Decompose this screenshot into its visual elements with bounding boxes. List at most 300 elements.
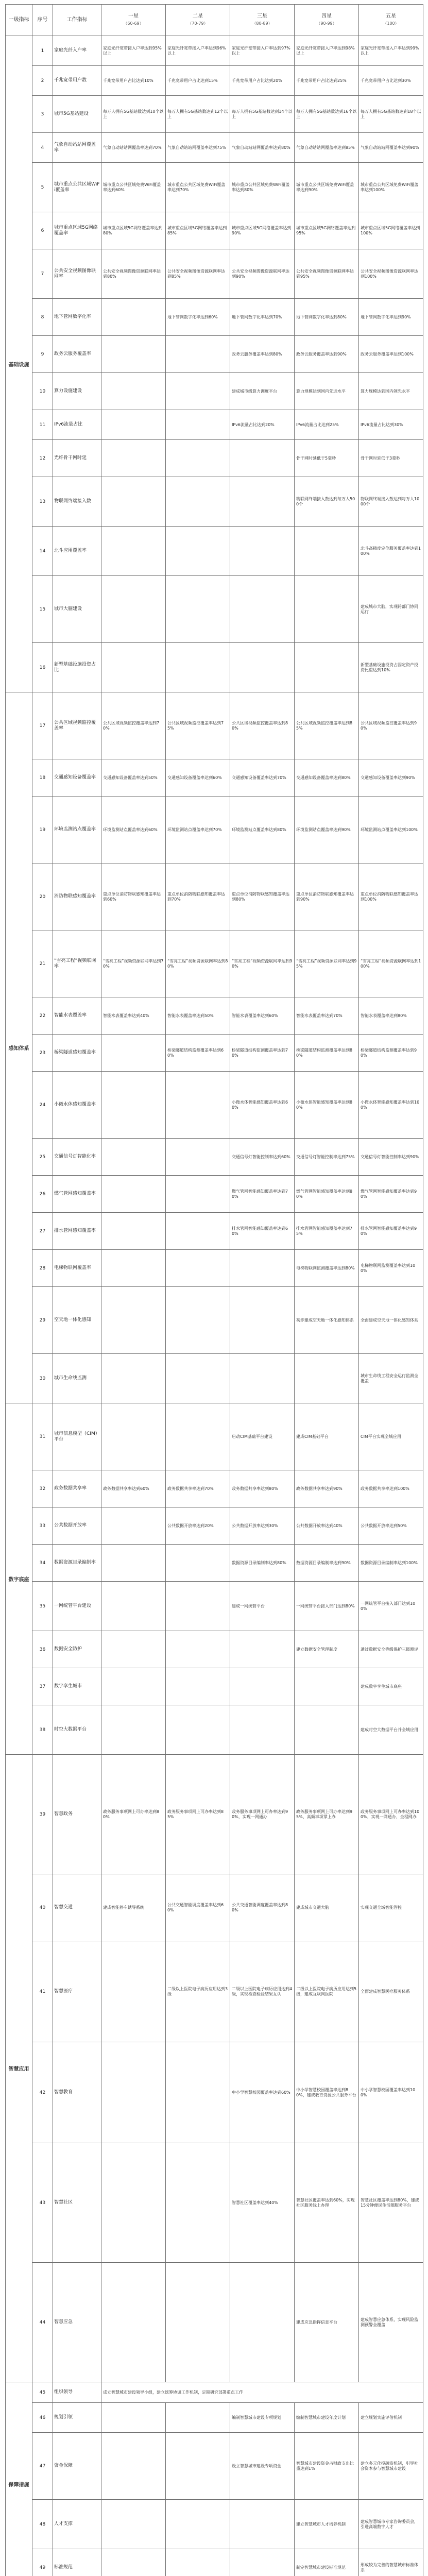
level-cell xyxy=(101,1941,166,2042)
level-cell: 气象自动站站网覆盖率达到90% xyxy=(359,133,423,163)
item-name-cell: 智慧政务 xyxy=(53,1755,101,1874)
level-cell: 每万人拥有5G基站数达到18个以上 xyxy=(359,96,423,133)
item-name-cell: 政务数据共享率 xyxy=(53,1470,101,1507)
seq-cell: 4 xyxy=(32,133,53,163)
item-name-cell: 地下管网数字化率 xyxy=(53,299,101,336)
item-name-cell: 桥梁隧道感知覆盖率 xyxy=(53,1035,101,1072)
level-cell: 公共区域视频监控覆盖率达到85% xyxy=(295,692,359,759)
level-cell: 桥梁隧道结构监测覆盖率达到60% xyxy=(166,1035,230,1072)
level-cell xyxy=(166,1668,230,1705)
seq-cell: 2 xyxy=(32,66,53,96)
level-cell xyxy=(230,576,295,643)
item-name-cell: 数据资源目录编制率 xyxy=(53,1545,101,1582)
level-cell: 公共安全视频图像资源联网率达到85% xyxy=(166,249,230,299)
level-cell: 千兆宽带用户占比达到25% xyxy=(295,66,359,96)
level-cell: 桥梁隧道结构监测覆盖率达到90% xyxy=(359,1035,423,1072)
level-name: 二星 xyxy=(193,13,203,19)
level-cell xyxy=(166,1545,230,1582)
level-cell xyxy=(101,336,166,373)
level-cell: “雪亮工程”视频资源联网率达到100% xyxy=(359,930,423,997)
level-cell xyxy=(101,643,166,692)
level-cell: 骨干网时延低于3毫秒 xyxy=(359,440,423,477)
level-cell xyxy=(101,1250,166,1287)
seq-cell: 47 xyxy=(32,2433,53,2500)
level-cell: 公共区域视频监控覆盖率达到70% xyxy=(101,692,166,759)
seq-cell: 20 xyxy=(32,863,53,930)
level-cell: 每万人拥有5G基站数达到14个以上 xyxy=(230,96,295,133)
level-cell: 家庭光纤宽带接入户率达到96%以上 xyxy=(166,36,230,66)
seq-cell: 3 xyxy=(32,96,53,133)
seq-cell: 12 xyxy=(32,440,53,477)
level-cell: 环境监测站点覆盖率达到80% xyxy=(230,796,295,863)
level-score: （70-79） xyxy=(187,21,208,26)
table-row xyxy=(6,1582,423,1631)
level-cell: 家庭光纤宽带接入户率达到95%以上 xyxy=(101,36,166,66)
level-cell xyxy=(101,1668,166,1705)
level-cell: 公共数据开放率达到50% xyxy=(359,1507,423,1545)
item-name-cell: “雪亮工程”视频联网率 xyxy=(53,930,101,997)
seq-cell: 21 xyxy=(32,930,53,997)
level-cell: 环境监测站点覆盖率达到100% xyxy=(359,796,423,863)
table-row xyxy=(6,2042,423,2143)
seq-cell: 7 xyxy=(32,249,53,299)
item-name-cell: IPv6流量占比 xyxy=(53,410,101,440)
level-cell xyxy=(101,410,166,440)
level-cell: 环境监测站点覆盖率达到90% xyxy=(295,796,359,863)
level-cell: 城市重点区域5G网络覆盖率达到100% xyxy=(359,212,423,249)
level-cell: 公共数据开放率达到40% xyxy=(295,1507,359,1545)
level-cell xyxy=(230,440,295,477)
item-name-cell: 时空大数据平台 xyxy=(53,1705,101,1755)
level-cell: 小微水体智能感知覆盖率达到80% xyxy=(295,1072,359,1139)
level-cell: 全面建成智慧医疗服务体系 xyxy=(359,1941,423,2042)
level-cell xyxy=(101,373,166,410)
table-row xyxy=(6,2433,423,2500)
item-name-cell: 智慧社区 xyxy=(53,2143,101,2263)
level-cell: 交通感知设备覆盖率达到90% xyxy=(359,759,423,796)
item-name-cell: 小微水体感知覆盖率 xyxy=(53,1072,101,1139)
seq-cell: 31 xyxy=(32,1403,53,1470)
level-cell: 气象自动站站网覆盖率达到85% xyxy=(295,133,359,163)
table-row xyxy=(6,1250,423,1287)
seq-cell: 37 xyxy=(32,1668,53,1705)
table-row xyxy=(6,1354,423,1403)
item-name-cell: 标准规范 xyxy=(53,2549,101,2576)
level-cell: 政务服务事项网上可办率达到80% xyxy=(101,1755,166,1874)
level-cell xyxy=(230,1287,295,1354)
table-row xyxy=(6,373,423,410)
level-cell: 桥梁隧道结构监测覆盖率达到70% xyxy=(230,1035,295,1072)
level-cell xyxy=(101,1287,166,1354)
level-cell: 通过数据安全等级保护三级测评 xyxy=(359,1631,423,1668)
item-name-cell: 交通感知设备覆盖率 xyxy=(53,759,101,796)
level-cell: 建立智慧城市人才培养机制 xyxy=(295,2500,359,2549)
level-cell: 智能水表覆盖率达到80% xyxy=(359,997,423,1035)
table-row xyxy=(6,36,423,66)
level-cell: 数据资源目录编制率达到80% xyxy=(230,1545,295,1582)
level-cell xyxy=(166,1139,230,1176)
item-name-cell: 规划引领 xyxy=(53,2403,101,2433)
level-cell: 城市重点区域5G网络覆盖率达到90% xyxy=(230,212,295,249)
table-row xyxy=(6,796,423,863)
level-cell xyxy=(101,527,166,576)
seq-cell: 44 xyxy=(32,2263,53,2382)
table-row xyxy=(6,2263,423,2382)
table-row xyxy=(6,1631,423,1668)
level-cell xyxy=(230,1705,295,1755)
seq-cell: 11 xyxy=(32,410,53,440)
level-cell: 每万人拥有5G基站数达到12个以上 xyxy=(166,96,230,133)
item-name-cell: 光纤骨干网时延 xyxy=(53,440,101,477)
table-row xyxy=(6,96,423,133)
seq-cell: 43 xyxy=(32,2143,53,2263)
item-name-cell: 组织领导 xyxy=(53,2382,101,2403)
level-cell: 千兆宽带用户占比达到30% xyxy=(359,66,423,96)
level-cell: 电梯物联网监测覆盖率达到100% xyxy=(359,1250,423,1287)
item-name-cell: 物联网终端接入数 xyxy=(53,477,101,527)
level-cell: 公共数据开放率达到20% xyxy=(166,1507,230,1545)
seq-cell: 46 xyxy=(32,2403,53,2433)
table-row xyxy=(6,2382,423,2403)
seq-cell: 19 xyxy=(32,796,53,863)
level-cell xyxy=(166,336,230,373)
level-cell: 公共安全视频图像资源联网率达到90% xyxy=(230,249,295,299)
level-cell xyxy=(295,1354,359,1403)
seq-cell: 18 xyxy=(32,759,53,796)
level-cell: 政务数据共享率达到60% xyxy=(101,1470,166,1507)
level-cell xyxy=(166,2403,230,2433)
table-row xyxy=(6,163,423,212)
level-cell xyxy=(101,2263,166,2382)
level-cell: 建成CIM基础平台 xyxy=(295,1403,359,1470)
level-cell: 政务云服务覆盖率达到100% xyxy=(359,336,423,373)
item-name-cell: 智慧教育 xyxy=(53,2042,101,2143)
level-cell: 交通信号灯智能控制率达到75% xyxy=(295,1139,359,1176)
level-cell xyxy=(101,1507,166,1545)
seq-cell: 22 xyxy=(32,997,53,1035)
level-cell: 家庭光纤宽带接入户率达到97%以上 xyxy=(230,36,295,66)
level-cell xyxy=(230,1354,295,1403)
level-cell xyxy=(101,477,166,527)
category-cell: 智慧应用 xyxy=(6,1755,32,2382)
level-name: 四星 xyxy=(321,13,332,19)
item-name-cell: 智慧交通 xyxy=(53,1874,101,1941)
level-cell: 成立智慧城市建设领导小组，建立统筹协调工作机制，定期研究部署重点工作 xyxy=(101,2382,423,2403)
level-cell: 骨干网时延低于5毫秒 xyxy=(295,440,359,477)
level-cell: 城市重点区域5G网络覆盖率达到85% xyxy=(166,212,230,249)
table-row xyxy=(6,336,423,373)
level-cell: 政务数据共享率达到80% xyxy=(230,1470,295,1507)
level-cell: 建成一网统管平台 xyxy=(230,1582,295,1631)
level-cell: 城市重点公共区域免费WiFi覆盖率达到90% xyxy=(295,163,359,212)
seq-cell: 49 xyxy=(32,2549,53,2576)
item-name-cell: 北斗应用覆盖率 xyxy=(53,527,101,576)
level-cell xyxy=(166,643,230,692)
category-cell: 基础设施 xyxy=(6,36,32,692)
level-cell: 智慧社区覆盖率达到60%，实现社区服务线上办理 xyxy=(295,2143,359,2263)
level-cell: 公共安全视频图像资源联网率达到95% xyxy=(295,249,359,299)
level-cell: 政务云服务覆盖率达到80% xyxy=(230,336,295,373)
level-cell: 智能水表覆盖率达到70% xyxy=(295,997,359,1035)
seq-cell: 9 xyxy=(32,336,53,373)
item-name-cell: 算力设施建设 xyxy=(53,373,101,410)
level-cell: 家庭光纤宽带接入户率达到99%以上 xyxy=(359,36,423,66)
item-name-cell: 排水管网感知覆盖率 xyxy=(53,1213,101,1250)
seq-cell: 35 xyxy=(32,1582,53,1631)
table-row xyxy=(6,212,423,249)
item-name-cell: 交通信号灯智能化率 xyxy=(53,1139,101,1176)
level-cell: 每万人拥有5G基站数达到16个以上 xyxy=(295,96,359,133)
level-cell: 地下管网数字化率达到80% xyxy=(295,299,359,336)
level-cell: 城市重点公共区域免费WiFi覆盖率达到80% xyxy=(230,163,295,212)
seq-cell: 13 xyxy=(32,477,53,527)
item-name-cell: 人才支撑 xyxy=(53,2500,101,2549)
level-cell: “雪亮工程”视频资源联网率达到80% xyxy=(166,930,230,997)
level-cell: 千兆宽带用户占比达到15% xyxy=(166,66,230,96)
level-cell: IPv6流量占比达到25% xyxy=(295,410,359,440)
seq-cell: 29 xyxy=(32,1287,53,1354)
item-name-cell: 城市重点公共区域WiFi覆盖率 xyxy=(53,163,101,212)
header-level-2 xyxy=(166,5,230,36)
level-cell: 交通信号灯智能控制率达到60% xyxy=(230,1139,295,1176)
level-cell xyxy=(166,1072,230,1139)
seq-cell: 16 xyxy=(32,643,53,692)
table-row xyxy=(6,66,423,96)
level-cell: 重点单位消防物联感知覆盖率达到100% xyxy=(359,863,423,930)
level-cell xyxy=(166,1631,230,1668)
level-cell: 排水管网智能感知覆盖率达到60% xyxy=(230,1213,295,1250)
level-score: （100） xyxy=(383,21,399,26)
item-name-cell: 公共区域视频监控覆盖率 xyxy=(53,692,101,759)
item-name-cell: 公共安全视频图像联网率 xyxy=(53,249,101,299)
level-cell: 城市重点公共区域免费WiFi覆盖率达到100% xyxy=(359,163,423,212)
level-cell xyxy=(101,1176,166,1213)
item-name-cell: 空天地一体化感知 xyxy=(53,1287,101,1354)
level-cell: 城市重点公共区域免费WiFi覆盖率达到60% xyxy=(101,163,166,212)
level-cell xyxy=(230,2263,295,2382)
level-cell xyxy=(295,1705,359,1755)
level-cell: 智慧城市建设资金占财政支出比重达到1% xyxy=(295,2433,359,2500)
seq-cell: 42 xyxy=(32,2042,53,2143)
level-cell: 初步建成空天地一体化感知体系 xyxy=(295,1287,359,1354)
level-cell: “雪亮工程”视频资源联网率达到90% xyxy=(230,930,295,997)
seq-cell: 28 xyxy=(32,1250,53,1287)
table-row xyxy=(6,692,423,759)
table-row xyxy=(6,299,423,336)
table-row xyxy=(6,1287,423,1354)
level-cell xyxy=(101,1403,166,1470)
level-cell: 建成城市交通大脑 xyxy=(295,1874,359,1941)
table-row xyxy=(6,477,423,527)
item-name-cell: 数字孪生城市 xyxy=(53,1668,101,1705)
level-score: （60-69） xyxy=(123,21,144,26)
item-name-cell: 政务云服务覆盖率 xyxy=(53,336,101,373)
level-cell xyxy=(230,2549,295,2576)
table-row xyxy=(6,1139,423,1176)
level-cell xyxy=(166,2433,230,2500)
level-cell xyxy=(101,2042,166,2143)
table-row xyxy=(6,1705,423,1755)
header-level-5 xyxy=(359,5,423,36)
level-name: 一星 xyxy=(128,13,139,19)
level-cell: 政务服务事项网上可办率达到100%，实现一网通办、全程网办 xyxy=(359,1755,423,1874)
seq-cell: 34 xyxy=(32,1545,53,1582)
table-row xyxy=(6,2549,423,2576)
level-cell: 家庭光纤宽带接入户率达到98%以上 xyxy=(295,36,359,66)
level-cell xyxy=(166,1582,230,1631)
level-cell xyxy=(101,1545,166,1582)
level-cell: 编制智慧城市建设年度计划 xyxy=(295,2403,359,2433)
level-cell: 算力规模达到国内先进水平 xyxy=(295,373,359,410)
level-cell: CIM平台实现全域应用 xyxy=(359,1403,423,1470)
item-name-cell: 一网统管平台建设 xyxy=(53,1582,101,1631)
level-cell: 形成较为完善的智慧城市标准体系 xyxy=(359,2549,423,2576)
level-cell: 公共区域视频监控覆盖率达到75% xyxy=(166,692,230,759)
level-cell: 公共安全视频图像资源联网率达到80% xyxy=(101,249,166,299)
table-row xyxy=(6,759,423,796)
level-cell xyxy=(101,576,166,643)
level-cell: 交通感知设备覆盖率达到80% xyxy=(295,759,359,796)
level-cell xyxy=(166,373,230,410)
level-cell: 北斗高精度定位服务覆盖率达到100% xyxy=(359,527,423,576)
evaluation-table xyxy=(5,4,423,2576)
item-name-cell: 智慧应急 xyxy=(53,2263,101,2382)
level-cell: 千兆宽带用户占比达到10% xyxy=(101,66,166,96)
level-cell xyxy=(166,576,230,643)
level-cell: 智能水表覆盖率达到60% xyxy=(230,997,295,1035)
table-row xyxy=(6,863,423,930)
item-name-cell: 城市生命线监测 xyxy=(53,1354,101,1403)
level-cell: 建成智慧城市专家咨询委员会，引进高端数字人才 xyxy=(359,2500,423,2549)
level-cell xyxy=(101,1631,166,1668)
seq-cell: 24 xyxy=(32,1072,53,1139)
level-cell: 新型基础设施投资占固定资产投资比重达到10% xyxy=(359,643,423,692)
level-score: （80-89） xyxy=(252,21,272,26)
level-cell: 建立多元化投融资机制，引导社会资本参与智慧城市建设 xyxy=(359,2433,423,2500)
level-cell: 燃气管网智能感知覆盖率达到80% xyxy=(295,1176,359,1213)
table-row xyxy=(6,1072,423,1139)
level-cell: 建成城市级算力调度平台 xyxy=(230,373,295,410)
item-name-cell: 资金保障 xyxy=(53,2433,101,2500)
level-cell xyxy=(101,1139,166,1176)
level-cell: 电梯物联网监测覆盖率达到80% xyxy=(295,1250,359,1287)
level-cell xyxy=(295,643,359,692)
level-cell xyxy=(230,2500,295,2549)
level-cell: 二级以上医院电子病历应用达到3级 xyxy=(166,1941,230,2042)
item-name-cell: 城市5G基站建设 xyxy=(53,96,101,133)
category-cell: 感知体系 xyxy=(6,692,32,1403)
level-cell xyxy=(230,643,295,692)
table-row xyxy=(6,576,423,643)
level-cell: 中小学智慧校园覆盖率达到60% xyxy=(230,2042,295,2143)
level-cell xyxy=(101,1072,166,1139)
header-level-4 xyxy=(295,5,359,36)
table-row xyxy=(6,1507,423,1545)
table-row xyxy=(6,1755,423,1874)
level-cell: 物联网终端接入数达到每万人500个 xyxy=(295,477,359,527)
level-cell: 编制智慧城市建设专项规划 xyxy=(230,2403,295,2433)
level-cell xyxy=(101,2433,166,2500)
level-cell: 重点单位消防物联感知覆盖率达到60% xyxy=(101,863,166,930)
table-header xyxy=(6,5,423,36)
table-row xyxy=(6,643,423,692)
seq-cell: 6 xyxy=(32,212,53,249)
level-cell: “雪亮工程”视频资源联网率达到95% xyxy=(295,930,359,997)
level-cell xyxy=(101,440,166,477)
category-cell: 保障措施 xyxy=(6,2382,32,2576)
level-cell: 物联网终端接入数达到每万人1000个 xyxy=(359,477,423,527)
level-cell xyxy=(230,527,295,576)
level-cell: 政务服务事项网上可办率达到85% xyxy=(166,1755,230,1874)
level-score: （90-99） xyxy=(316,21,337,26)
item-name-cell: 城市信息模型（CIM）平台 xyxy=(53,1403,101,1470)
item-name-cell: 消防物联感知覆盖率 xyxy=(53,863,101,930)
table-row xyxy=(6,2143,423,2263)
item-name-cell: 智慧医疗 xyxy=(53,1941,101,2042)
level-cell xyxy=(166,1287,230,1354)
level-cell: 环境监测站点覆盖率达到70% xyxy=(166,796,230,863)
level-cell: 气象自动站站网覆盖率达到70% xyxy=(101,133,166,163)
level-cell xyxy=(295,1668,359,1705)
level-cell: 重点单位消防物联感知覆盖率达到70% xyxy=(166,863,230,930)
level-cell: 智慧社区覆盖率达到80%，建成15分钟便民生活圈服务平台 xyxy=(359,2143,423,2263)
item-name-cell: 电梯物联网覆盖率 xyxy=(53,1250,101,1287)
level-cell: 中小学智慧校园覆盖率达到80%，建成教育资源公共服务平台 xyxy=(295,2042,359,2143)
seq-cell: 40 xyxy=(32,1874,53,1941)
level-cell: 公共交通智能调度覆盖率达到80% xyxy=(230,1874,295,1941)
table-row xyxy=(6,1545,423,1582)
level-cell: 城市重点区域5G网络覆盖率达到80% xyxy=(101,212,166,249)
level-cell: 城市重点公共区域免费WiFi覆盖率达到70% xyxy=(166,163,230,212)
table-row xyxy=(6,2500,423,2549)
level-cell: 启动CIM基础平台建设 xyxy=(230,1403,295,1470)
level-cell: 公共数据开放率达到30% xyxy=(230,1507,295,1545)
seq-cell: 27 xyxy=(32,1213,53,1250)
level-cell: 建成时空大数据平台并全域应用 xyxy=(359,1705,423,1755)
seq-cell: 26 xyxy=(32,1176,53,1213)
level-cell: 公共交通智能调度覆盖率达到60% xyxy=(166,1874,230,1941)
level-cell: 燃气管网智能感知覆盖率达到90% xyxy=(359,1176,423,1213)
level-cell: 设立智慧城市建设专项资金 xyxy=(230,2433,295,2500)
level-cell: 城市重点区域5G网络覆盖率达到95% xyxy=(295,212,359,249)
level-cell: 数据资源目录编制率达到100% xyxy=(359,1545,423,1582)
level-cell: 小微水体智能感知覆盖率达到60% xyxy=(230,1072,295,1139)
item-name-cell: 城市大脑建设 xyxy=(53,576,101,643)
level-cell: 政务数据共享率达到70% xyxy=(166,1470,230,1507)
level-cell xyxy=(166,1705,230,1755)
level-cell xyxy=(101,1035,166,1072)
level-cell xyxy=(166,2042,230,2143)
table-row xyxy=(6,1941,423,2042)
level-cell: 地下管网数字化率达到90% xyxy=(359,299,423,336)
item-name-cell: 公共数据开放率 xyxy=(53,1507,101,1545)
table-row xyxy=(6,997,423,1035)
table-row xyxy=(6,410,423,440)
item-name-cell: 智能水表覆盖率 xyxy=(53,997,101,1035)
level-cell: 桥梁隧道结构监测覆盖率达到80% xyxy=(295,1035,359,1072)
level-cell: 交通信号灯智能控制率达到90% xyxy=(359,1139,423,1176)
seq-cell: 38 xyxy=(32,1705,53,1755)
item-name-cell: 家庭光纤入户率 xyxy=(53,36,101,66)
item-name-cell: 数据安全防护 xyxy=(53,1631,101,1668)
level-cell: 一网统管平台接入部门达到100% xyxy=(359,1582,423,1631)
level-cell xyxy=(101,2500,166,2549)
level-cell: 建成应急指挥信息平台 xyxy=(295,2263,359,2382)
level-cell: 小微水体智能感知覆盖率达到100% xyxy=(359,1072,423,1139)
table-body xyxy=(6,36,423,2576)
table-row xyxy=(6,1035,423,1072)
level-cell: 公共安全视频图像资源联网率达到100% xyxy=(359,249,423,299)
